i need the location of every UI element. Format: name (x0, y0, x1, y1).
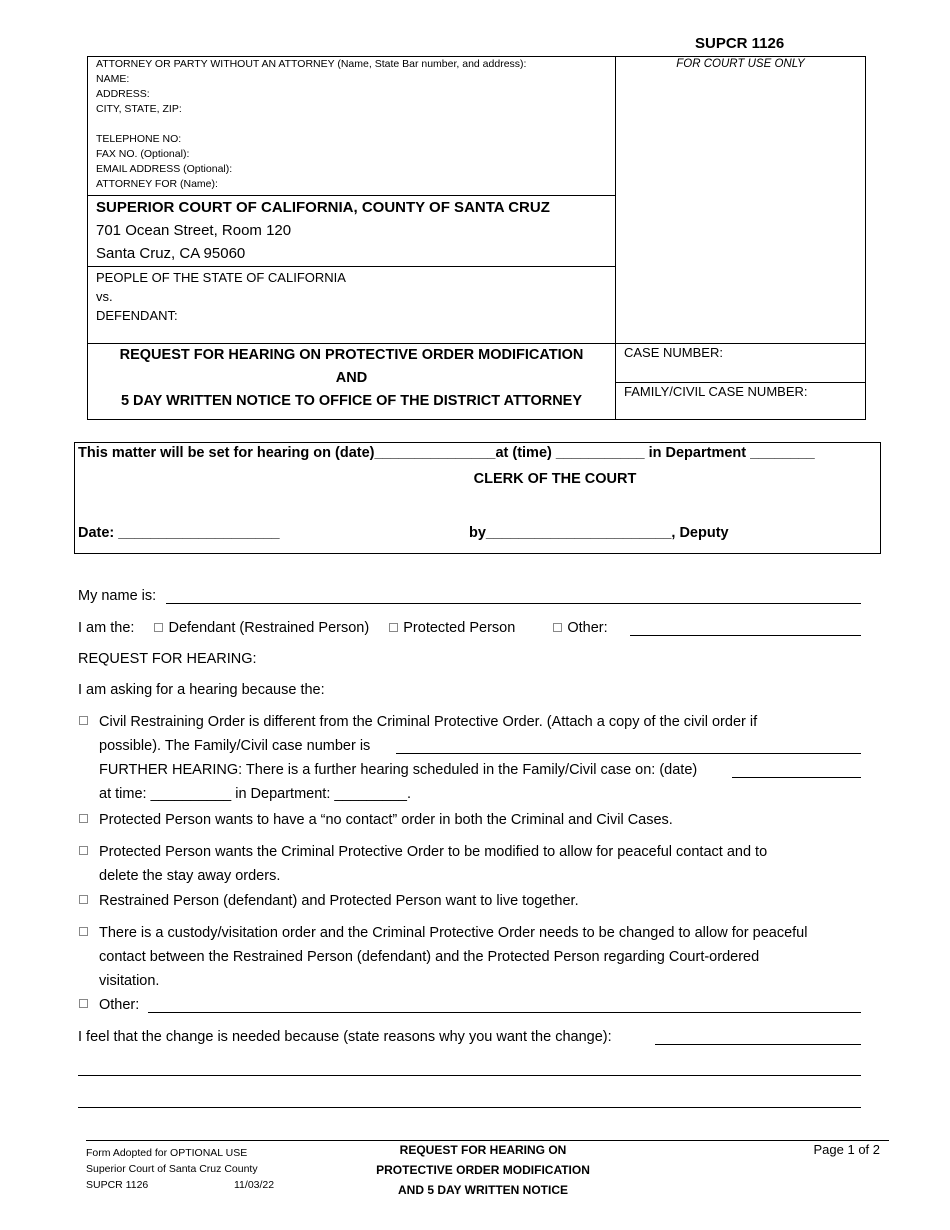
other-reason-input[interactable] (148, 1012, 861, 1013)
form-title-line1: REQUEST FOR HEARING ON PROTECTIVE ORDER MODIFICATION (119, 347, 584, 363)
defendant-option-label: Defendant (Restrained Person) (168, 620, 370, 636)
other-role-label: Other: (567, 620, 608, 636)
item5-checkbox[interactable] (79, 927, 88, 936)
item5-line3: visitation. (99, 973, 160, 989)
item6-checkbox[interactable] (79, 999, 88, 1008)
item5-text (99, 921, 807, 993)
reasons-input-line1[interactable] (655, 1044, 861, 1045)
email-label: EMAIL ADDRESS (Optional): (96, 163, 233, 175)
defendant-checkbox[interactable] (154, 623, 163, 632)
footer-left (86, 1145, 306, 1193)
hearing-box (74, 442, 881, 554)
court-city: Santa Cruz, CA 95060 (96, 245, 246, 262)
item1-line3: FURTHER HEARING: There is a further hearing scheduled in the Family/Civil case on: (date) (99, 762, 698, 778)
item3-checkbox[interactable] (79, 846, 88, 855)
fax-label: FAX NO. (Optional): (96, 148, 190, 160)
footer-form-row (86, 1177, 306, 1193)
footer-adopted: Form Adopted for OPTIONAL USE (86, 1147, 248, 1159)
other-role-input[interactable] (630, 635, 861, 636)
item2-checkbox[interactable] (79, 814, 88, 823)
footer-title-line2: PROTECTIVE ORDER MODIFICATION (376, 1163, 590, 1177)
item4-text: Restrained Person (defendant) and Protected Person want to live together. (99, 893, 579, 909)
form-title-line3: 5 DAY WRITTEN NOTICE TO OFFICE OF THE DISTRICT ATTORNEY (120, 393, 583, 409)
attorney-address-label: ADDRESS: (96, 88, 150, 100)
further-hearing-date-input[interactable] (732, 777, 861, 778)
page-number: Page 1 of 2 (813, 1142, 880, 1157)
family-case-number-label: FAMILY/CIVIL CASE NUMBER: (624, 384, 808, 399)
reasons-input-line3[interactable] (78, 1107, 861, 1108)
footer-title-line3: AND 5 DAY WRITTEN NOTICE (397, 1183, 568, 1197)
item1-text (99, 710, 757, 806)
item5-line1: There is a custody/visitation order and the Criminal Protective Order needs to be changed to allow for peaceful (99, 925, 808, 941)
court-use-only: FOR COURT USE ONLY (676, 58, 805, 70)
attorney-for-label: ATTORNEY FOR (Name): (96, 178, 218, 190)
item5-line2: contact between the Restrained Person (defendant) and the Protected Person regarding Court-ordered (99, 949, 760, 965)
request-heading: REQUEST FOR HEARING: (78, 651, 257, 667)
item6-text: Other: (99, 997, 140, 1013)
item3-text (99, 840, 767, 888)
footer-title (353, 1140, 613, 1200)
role-row (78, 616, 608, 640)
item4-checkbox[interactable] (79, 895, 88, 904)
footer-date: 11/03/22 (234, 1179, 275, 1191)
attorney-city-label: CITY, STATE, ZIP: (96, 103, 182, 115)
reasons-input-line2[interactable] (78, 1075, 861, 1076)
protected-person-checkbox[interactable] (389, 623, 398, 632)
item3-line2: delete the stay away orders. (99, 868, 281, 884)
divider-court (87, 266, 616, 267)
form-title (87, 344, 616, 413)
attorney-block (96, 57, 611, 192)
attorney-heading: ATTORNEY OR PARTY WITHOUT AN ATTORNEY (Name, State Bar number, and address): (96, 58, 527, 70)
asking-label: I am asking for a hearing because the: (78, 682, 325, 698)
parties-block (96, 268, 611, 325)
case-number-label: CASE NUMBER: (624, 345, 723, 360)
defendant-label: DEFENDANT: (96, 308, 178, 323)
my-name-input[interactable] (166, 603, 861, 604)
hearing-line: This matter will be set for hearing on (date)_______________at (time) ___________ in Department ________ (78, 445, 815, 461)
footer-form-number: SUPCR 1126 (86, 1179, 149, 1191)
item1-line2: possible). The Family/Civil case number is (99, 738, 371, 754)
deputy-line: by_______________________, Deputy (469, 525, 729, 541)
footer-title-line1: REQUEST FOR HEARING ON (399, 1143, 567, 1157)
divider-case (615, 382, 866, 383)
court-address-block (96, 196, 611, 265)
plaintiff-label: PEOPLE OF THE STATE OF CALIFORNIA (96, 270, 346, 285)
family-case-number-input[interactable] (396, 753, 861, 754)
footer-court: Superior Court of Santa Cruz County (86, 1163, 258, 1175)
clerk-of-court: CLERK OF THE COURT (473, 471, 637, 487)
form-number: SUPCR 1126 (695, 35, 785, 52)
item3-line1: Protected Person wants the Criminal Protective Order to be modified to allow for peaceful contact and to (99, 844, 768, 860)
hearing-date-line: Date: ____________________ (78, 525, 280, 541)
vs-label: vs. (96, 289, 113, 304)
item1-checkbox[interactable] (79, 716, 88, 725)
form-title-line2: AND (335, 370, 368, 386)
court-name: SUPERIOR COURT OF CALIFORNIA, COUNTY OF SANTA CRUZ (96, 199, 550, 216)
i-am-label: I am the: (78, 620, 135, 636)
telephone-label: TELEPHONE NO: (96, 133, 182, 145)
other-role-checkbox[interactable] (553, 623, 562, 632)
protected-option-label: Protected Person (403, 620, 516, 636)
my-name-label: My name is: (78, 588, 157, 604)
attorney-name-label: NAME: (96, 73, 130, 85)
court-street: 701 Ocean Street, Room 120 (96, 222, 292, 239)
item1-line4: at time: __________ in Department: _________. (99, 786, 411, 802)
reasons-label: I feel that the change is needed because (state reasons why you want the change): (78, 1029, 612, 1045)
item1-line1: Civil Restraining Order is different from the Criminal Protective Order. (Attach a copy of the civil order if (99, 714, 758, 730)
item2-text: Protected Person wants to have a “no contact” order in both the Criminal and Civil Cases. (99, 812, 673, 828)
